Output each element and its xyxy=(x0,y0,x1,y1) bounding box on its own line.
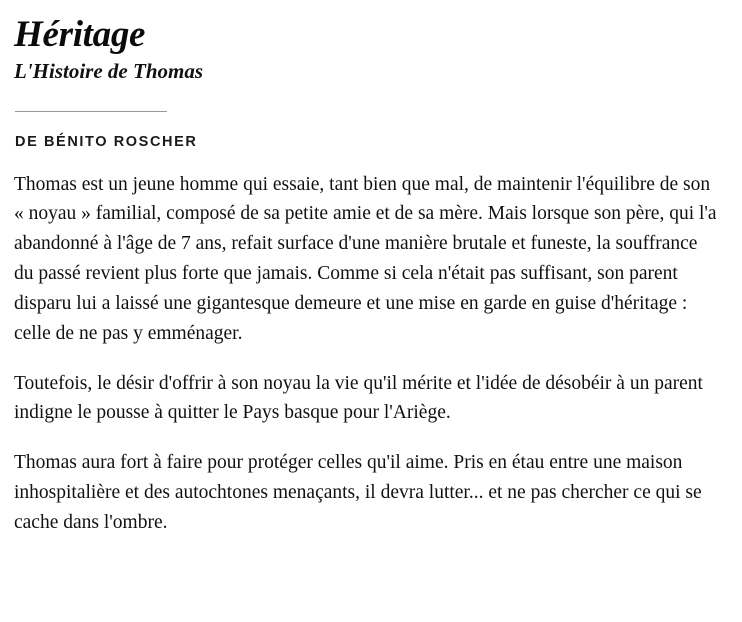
paragraph: Thomas aura fort à faire pour protéger celles qu'il aime. Pris en étau entre une maison inhospitalière et des autochtones menaçants, il devra lutter... et ne pas chercher ce qui se cache dans l'ombre. xyxy=(14,452,702,533)
article-body xyxy=(14,170,718,538)
page-subtitle: L'Histoire de Thomas xyxy=(14,59,203,84)
author-byline: DE BÉNITO ROSCHER xyxy=(15,133,198,150)
page-title: Héritage xyxy=(14,14,146,55)
paragraph: Thomas est un jeune homme qui essaie, tant bien que mal, de maintenir l'équilibre de son « noyau » familial, composé de sa petite amie et de sa mère. Mais lorsque son père, qui l'a abandonné à l'âge de 7 ans, refait surface d'une manière brutale et funeste, la souffrance du passé revient plus forte que jamais. Comme si cela n'était pas suffisant, son parent disparu lui a laissé une gigantesque demeure et une mise en garde en guise d'héritage : celle de ne pas y emménager. xyxy=(14,173,717,344)
paragraph: Toutefois, le désir d'offrir à son noyau la vie qu'il mérite et l'idée de désobéir à un parent indigne le pousse à quitter le Pays basque pour l'Ariège. xyxy=(14,372,703,424)
divider xyxy=(15,111,167,112)
